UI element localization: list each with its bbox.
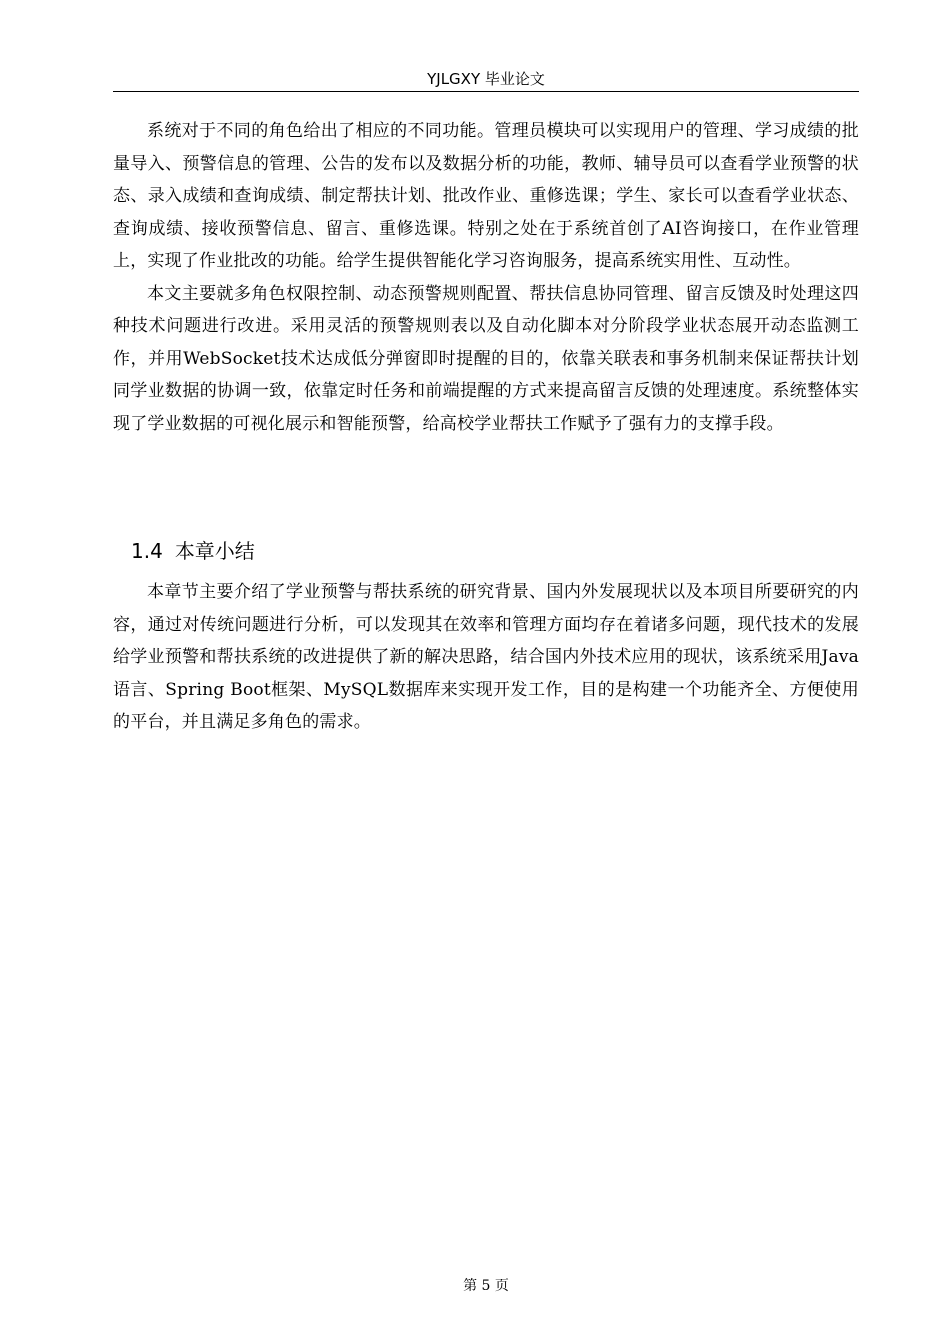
section-title: 本章小结 [174, 539, 255, 563]
page-number: 第 5 页 [463, 1278, 509, 1294]
paragraph-role-functions: 系统对于不同的角色给出了相应的不同功能。管理员模块可以实现用户的管理、学习成绩的批量导入、预警信息的管理、公告的发布以及数据分析的功能，教师、辅导员可以查看学业预警的状态、录入成绩和查询成绩、制定帮扶计划、批改作业、重修选课；学生、家长可以查看学业状态、查询成绩、接收预警信息、留言、重修选课。特别之处在于系统首创了AI咨询接口，在作业管理上，实现了作业批改的功能。给学生提供智能化学习咨询服务，提高系统实用性、互动性。 [113, 121, 859, 271]
intro-text-block [113, 115, 859, 440]
summary-text-block [113, 576, 859, 739]
header-rule [113, 91, 859, 92]
section-heading [131, 536, 255, 566]
section-number: 1.4 [131, 539, 163, 563]
paragraph-chapter-summary: 本章节主要介绍了学业预警与帮扶系统的研究背景、国内外发展现状以及本项目所要研究的内容，通过对传统问题进行分析，可以发现其在效率和管理方面均存在着诸多问题，现代技术的发展给学业预警和帮扶系统的改进提供了新的解决思路，结合国内外技术应用的现状，该系统采用Java语言、Spring Boot框架、MySQL数据库来实现开发工作，目的是构建一个功能齐全、方便使用的平台，并且满足多角色的需求。 [113, 582, 859, 732]
running-header: YJLGXY 毕业论文 [427, 70, 545, 88]
paragraph-technical-improvements: 本文主要就多角色权限控制、动态预警规则配置、帮扶信息协同管理、留言反馈及时处理这四种技术问题进行改进。采用灵活的预警规则表以及自动化脚本对分阶段学业状态展开动态监测工作，并用WebSocket技术达成低分弹窗即时提醒的目的，依靠关联表和事务机制来保证帮扶计划同学业数据的协调一致，依靠定时任务和前端提醒的方式来提高留言反馈的处理速度。系统整体实现了学业数据的可视化展示和智能预警，给高校学业帮扶工作赋予了强有力的支撑手段。 [113, 283, 859, 434]
